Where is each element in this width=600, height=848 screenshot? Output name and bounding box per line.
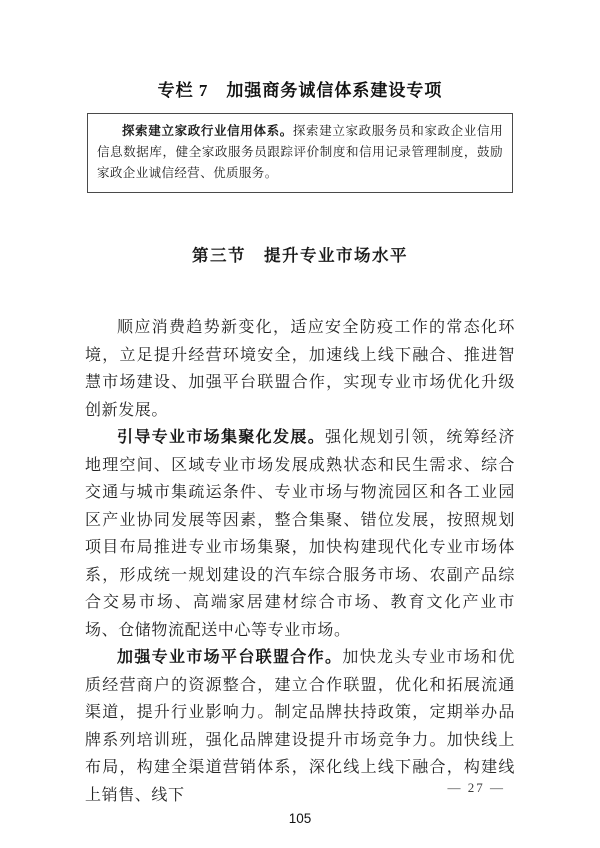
body-text [85,314,515,809]
pdf-page-number: 105 [288,811,312,826]
body-paragraph [85,424,515,644]
column-box [87,113,513,193]
paragraph-text: 顺应消费趋势新变化，适应安全防疫工作的常态化环境，立足提升经营环境安全，加速线上线下融合、推进智慧市场建设、加强平台联盟合作，实现专业市场优化升级创新发展。 [85,319,515,419]
column-box-lead: 探索建立家政行业信用体系。 [122,124,293,138]
paragraph-text: 加快龙头专业市场和优质经营商户的资源整合，建立合作联盟，优化和拓展流通渠道，提升行业影响力。制定品牌扶持政策，定期举办品牌系列培训班，强化品牌建设提升市场竞争力。加快线上布局，构建全渠道营销体系，深化线上线下融合，构建线上销售、线下 [85,649,515,804]
paragraph-lead: 加强专业市场平台联盟合作。 [117,649,343,666]
page-number: — 27 — [447,780,505,795]
paragraph-text: 强化规划引领，统筹经济地理空间、区域专业市场发展成熟状态和民生需求、综合交通与城市集疏运条件、专业市场与物流园区和各工业园区产业协同发展等因素，整合集聚、错位发展，按照规划项目布局推进专业市场集聚，加快构建现代化专业市场体系，形成统一规划建设的汽车综合服务市场、农副产品综合交易市场、高端家居建材综合市场、教育文化产业市场、仓储物流配送中心等专业市场。 [85,429,515,639]
section-heading: 第三节 提升专业市场水平 [192,246,408,265]
column-box-title: 专栏 7 加强商务诚信体系建设专项 [157,81,443,100]
body-paragraph [85,314,515,424]
column-box-body: 探索建立家政服务员和家政企业信用信息数据库，健全家政服务员跟踪评价制度和信用记录管理制度，鼓励家政企业诚信经营、优质服务。 [97,124,503,180]
paragraph-lead: 引导专业市场集聚化发展。 [117,429,326,446]
column-box-text [97,121,503,184]
